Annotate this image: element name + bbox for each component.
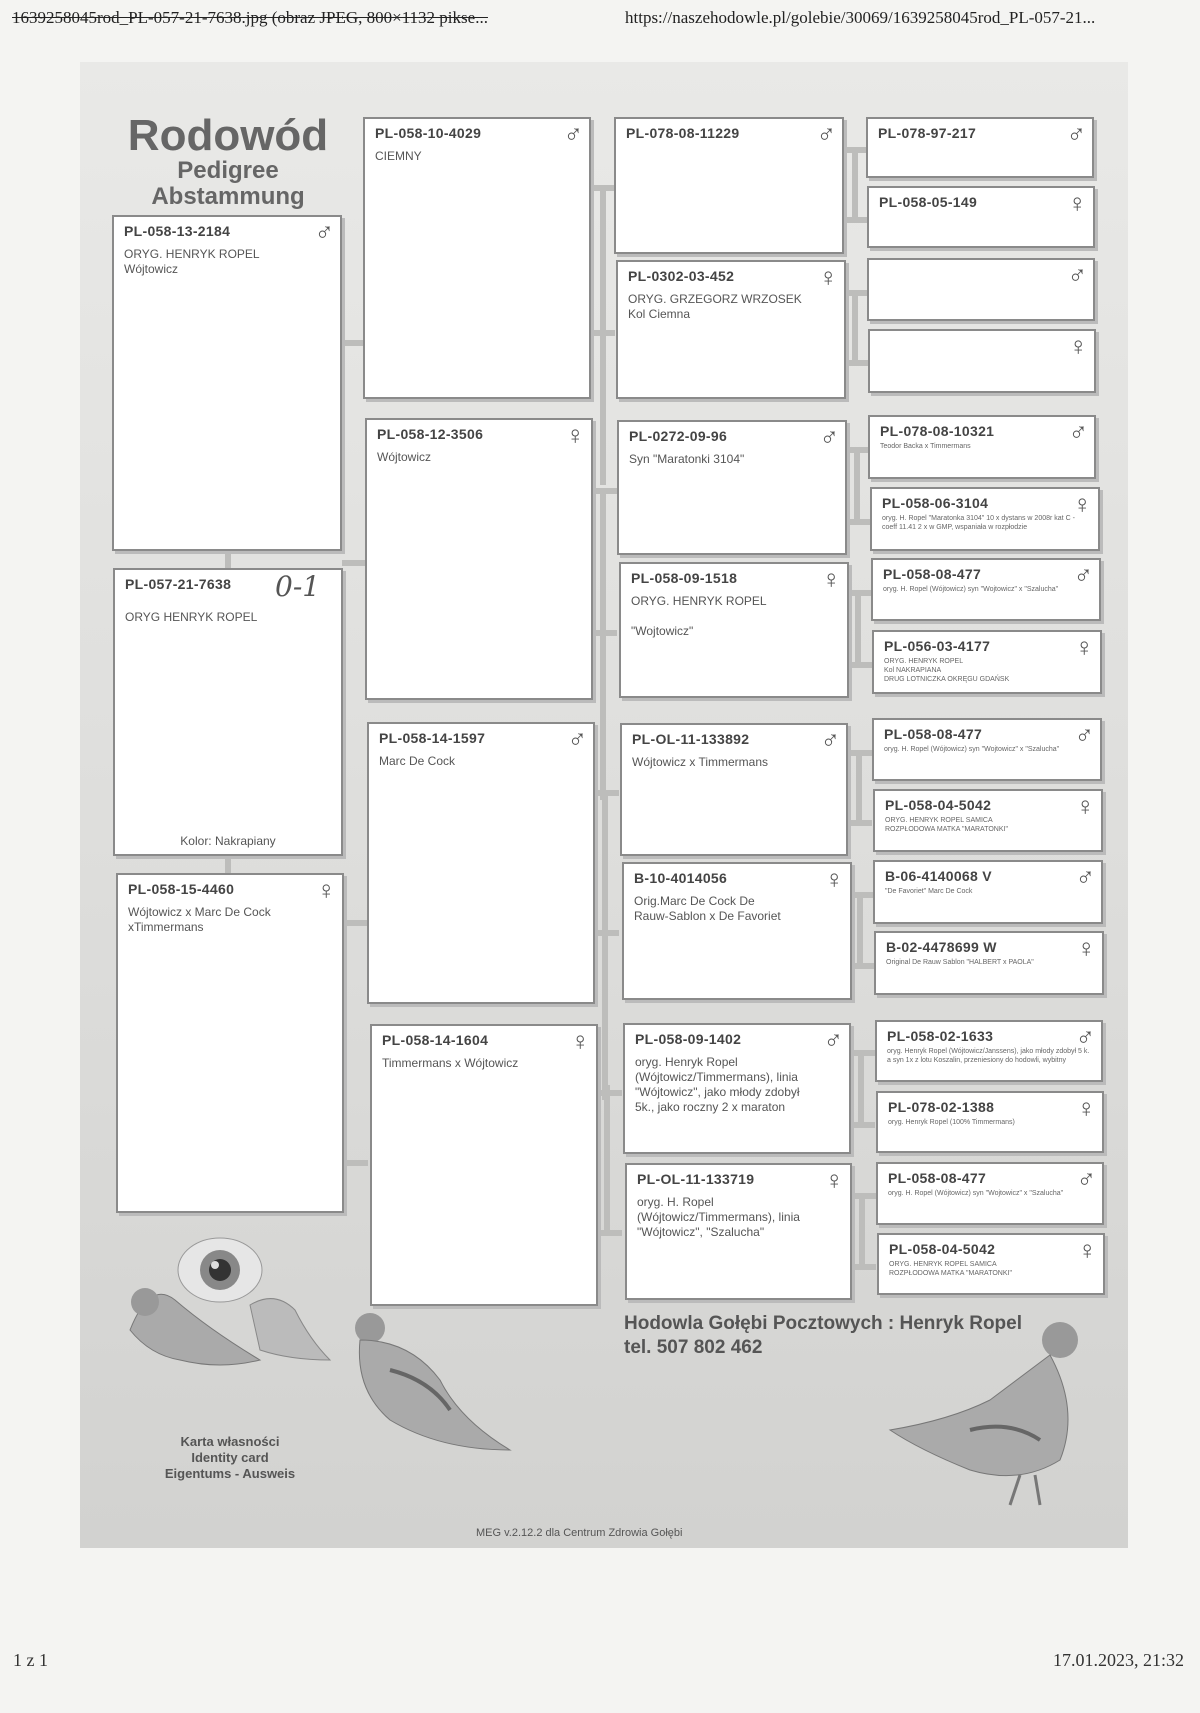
connector-line: [852, 290, 858, 360]
g4-box-5: [868, 415, 1096, 479]
ring-number: PL-058-06-3104: [882, 495, 989, 511]
pigeon-description: oryg. Henryk Ropel (100% Timmermans): [888, 1119, 1015, 1126]
connector-line: [598, 1090, 622, 1096]
g3-box-2: [616, 260, 846, 399]
g3-box-3: [617, 420, 847, 555]
female-icon: ♀: [316, 875, 336, 905]
male-icon: ♂: [1074, 720, 1094, 750]
handwritten-note: 0-1: [275, 570, 321, 603]
ring-number: PL-058-09-1518: [631, 570, 738, 586]
color-label: Kolor: Nakrapiany: [180, 834, 276, 848]
pigeon-description: oryg. H. Ropel (Wójtowicz/Timmermans), linia "Wójtowicz", "Szalucha": [637, 1195, 800, 1239]
ring-number: PL-058-04-5042: [885, 797, 992, 813]
ring-number: PL-OL-11-133719: [637, 1171, 755, 1187]
software-credit: MEG v.2.12.2 dla Centrum Zdrowia Gołębi: [476, 1527, 683, 1539]
female-icon: ♀: [818, 262, 838, 292]
ring-number: B-06-4140068 V: [885, 868, 992, 884]
pigeon-description: Original De Rauw Sablon "HALBERT x PAOLA": [886, 959, 1034, 966]
connector-line: [848, 519, 870, 525]
footer-page: 1 z 1: [13, 1650, 48, 1670]
g3-box-5: [620, 723, 848, 856]
ring-number: PL-OL-11-133892: [632, 731, 750, 747]
pigeon-description: Timmermans x Wójtowicz: [382, 1056, 519, 1070]
ring-number: PL-058-02-1633: [887, 1028, 994, 1044]
connector-line: [844, 217, 868, 223]
ring-number: PL-058-14-1597: [379, 730, 486, 746]
pigeon-illustration-left: [100, 1210, 340, 1410]
connector-line: [342, 560, 366, 566]
pigeon-description: Marc De Cock: [379, 754, 456, 768]
g2-box-3: [367, 722, 595, 1004]
connector-line: [848, 447, 870, 453]
ring-number: PL-058-08-477: [883, 566, 982, 582]
identity-card-en: Identity card: [191, 1450, 269, 1465]
g4-box-7: [871, 558, 1101, 621]
g4-box-1: [866, 117, 1094, 178]
ring-number: B-10-4014056: [634, 870, 728, 886]
connector-line: [850, 662, 872, 668]
ring-number: PL-058-12-3506: [377, 426, 484, 442]
ring-number: B-02-4478699 W: [886, 939, 997, 955]
g4-box-14: [876, 1091, 1104, 1153]
g4-box-2: [867, 186, 1095, 248]
female-icon: ♀: [824, 1165, 844, 1195]
male-icon: ♂: [1073, 560, 1093, 590]
pigeon-description: oryg. Henryk Ropel (Wójtowicz/Janssens), jako młody zdobył 5 k. a syn 1x z lotu Koszalin, przeniesiony do hodowli, wybitny: [887, 1048, 1090, 1064]
ring-number: PL-0272-09-96: [629, 428, 728, 444]
identity-card-pl: Karta własności: [180, 1434, 280, 1449]
breeder-info: [624, 1312, 1022, 1360]
pigeon-description: ORYG. HENRYK ROPEL Wójtowicz: [124, 247, 260, 276]
identity-card-de: Eigentums - Ausweis: [164, 1466, 296, 1481]
connector-line: [852, 1193, 876, 1199]
male-icon: ♂: [1066, 119, 1086, 149]
connector-line: [846, 290, 868, 296]
connector-line: [595, 930, 619, 936]
male-icon: ♂: [1067, 260, 1087, 290]
connector-line: [852, 963, 874, 969]
connector-line: [344, 1160, 368, 1166]
pigeon-description: Wójtowicz x Marc De Cock xTimmermans: [128, 905, 271, 934]
female-icon: ♀: [1067, 188, 1087, 218]
ring-number: PL-058-05-149: [879, 194, 978, 210]
connector-line: [600, 490, 606, 800]
male-icon: ♂: [819, 422, 839, 452]
connector-line: [851, 1122, 875, 1128]
pigeon-description: oryg. H. Ropel "Maratonka 3104" 10 x dystans w 2008r kat C - coeff 11.41 2 x w GMP, wspaniała w rozpłodzie: [882, 515, 1075, 531]
connector-line: [344, 920, 368, 926]
g2-box-1: [363, 117, 591, 399]
female-icon: ♀: [570, 1026, 590, 1056]
g3-box-7: [623, 1023, 851, 1154]
title-rodowod: Rodowód: [127, 111, 329, 160]
pigeon-description: oryg. H. Ropel (Wójtowicz) syn "Wojtowicz" x "Szalucha": [888, 1190, 1064, 1197]
breeder-name: Hodowla Gołębi Pocztowych : Henryk Ropel: [624, 1313, 1022, 1334]
connector-line: [859, 1193, 865, 1265]
pigeon-description: "De Favoriet" Marc De Cock: [885, 888, 973, 895]
female-icon: ♀: [565, 420, 585, 450]
ring-number: PL-058-10-4029: [375, 125, 482, 141]
g4-box-4: [868, 329, 1096, 393]
pigeon-description: oryg. H. Ropel (Wójtowicz) syn "Wojtowicz" x "Szalucha": [884, 746, 1060, 753]
g3-box-1: [614, 117, 844, 254]
connector-line: [851, 1050, 875, 1056]
female-icon: ♀: [1072, 489, 1092, 519]
g2-box-4: [370, 1024, 598, 1306]
ring-number: PL-056-03-4177: [884, 638, 991, 654]
female-icon: ♀: [1077, 1235, 1097, 1265]
pigeon-description: CIEMNY: [375, 149, 422, 163]
ring-number: PL-058-04-5042: [889, 1241, 996, 1257]
connector-line: [595, 790, 619, 796]
ring-number: PL-078-08-11229: [626, 125, 740, 141]
connector-line: [850, 820, 872, 826]
male-icon: ♂: [1075, 862, 1095, 892]
pigeon-description: Orig.Marc De Cock De Rauw-Sablon x De Favoriet: [634, 894, 781, 923]
connector-line: [850, 590, 872, 596]
connector-line: [591, 185, 615, 191]
connector-line: [591, 330, 615, 336]
connector-line: [844, 147, 868, 153]
connector-line: [852, 892, 874, 898]
connector-line: [858, 1050, 864, 1122]
female-icon: ♀: [1074, 632, 1094, 662]
male-icon: ♂: [1068, 417, 1088, 447]
connector-line: [604, 1085, 610, 1235]
male-icon: ♂: [563, 119, 583, 149]
subject-box: [113, 568, 343, 856]
connector-line: [854, 447, 860, 519]
pigeon-illustration-center: [330, 1300, 520, 1460]
g4-box-9: [872, 718, 1102, 781]
pigeon-description: ORYG. HENRYK ROPEL SAMICA ROZPŁODOWA MATKA "MARATONKI": [885, 817, 1008, 833]
female-icon: ♀: [1076, 1093, 1096, 1123]
pigeon-description: ORYG. GRZEGORZ WRZOSEK Kol Ciemna: [628, 292, 802, 321]
g4-box-11: [873, 860, 1103, 924]
male-icon: ♂: [1075, 1022, 1095, 1052]
g2-box-2: [365, 418, 593, 700]
subject-description: ORYG HENRYK ROPEL: [125, 610, 258, 624]
female-icon: ♀: [1075, 791, 1095, 821]
g3-box-4: [619, 562, 849, 698]
breeder-phone: tel. 507 802 462: [624, 1337, 763, 1358]
ring-number: PL-078-97-217: [878, 125, 977, 141]
ring-number: PL-058-14-1604: [382, 1032, 489, 1048]
ring-number: PL-058-08-477: [888, 1170, 987, 1186]
ring-number: PL-058-09-1402: [635, 1031, 742, 1047]
pigeon-description: Wójtowicz: [377, 450, 432, 464]
pigeon-description: Teodor Backa x Timmermans: [880, 443, 971, 450]
connector-line: [846, 360, 868, 366]
pigeon-description: oryg. Henryk Ropel (Wójtowicz/Timmermans), linia "Wójtowicz", jako młody zdobył 5k., jako roczny 2 x maraton: [635, 1055, 800, 1114]
connector-line: [852, 1264, 876, 1270]
male-icon: ♂: [314, 217, 334, 247]
g3-box-8: [625, 1163, 852, 1300]
g4-box-12: [874, 931, 1104, 995]
connector-line: [593, 630, 617, 636]
female-icon: ♀: [1076, 933, 1096, 963]
male-icon: ♂: [567, 724, 587, 754]
ring-number: PL-0302-03-452: [628, 268, 735, 284]
connector-line: [593, 488, 617, 494]
connector-line: [852, 147, 858, 217]
male-icon: ♂: [823, 1025, 843, 1055]
connector-line: [850, 750, 872, 756]
ring-number: PL-078-08-10321: [880, 423, 995, 439]
pigeon-description: ORYG. HENRYK ROPEL SAMICA ROZPŁODOWA MATKA "MARATONKI": [889, 1261, 1012, 1277]
pigeon-description: ORYG. HENRYK ROPEL "Wojtowicz": [631, 594, 767, 638]
subject-ring-number: PL-057-21-7638: [125, 576, 232, 592]
g4-box-6: [870, 487, 1100, 551]
pigeon-description: ORYG. HENRYK ROPEL Kol NAKRAPIANA DRUG LOTNICZKA OKRĘGU GDAŃSK: [884, 658, 1010, 683]
g1-dam-box: [116, 873, 344, 1213]
identity-card-label: [110, 1434, 350, 1482]
female-icon: ♀: [824, 864, 844, 894]
connector-line: [855, 590, 861, 662]
g3-box-6: [622, 862, 852, 1000]
browser-header-title: 1639258045rod_PL-057-21-7638.jpg (obraz JPEG, 800×1132 pikse...: [12, 8, 488, 27]
g4-box-3: [867, 258, 1095, 321]
ring-number: PL-058-15-4460: [128, 881, 235, 897]
connector-line: [856, 750, 862, 822]
g4-box-16: [877, 1233, 1105, 1295]
title-abstammung: Abstammung: [151, 183, 305, 210]
connector-line: [598, 1230, 622, 1236]
male-icon: ♂: [1076, 1164, 1096, 1194]
pigeon-description: Syn "Maratonki 3104": [629, 452, 745, 466]
footer-datetime: 17.01.2023, 21:32: [1053, 1650, 1185, 1670]
ring-number: PL-058-08-477: [884, 726, 983, 742]
male-icon: ♂: [816, 119, 836, 149]
connector-line: [857, 892, 863, 964]
ring-number: PL-058-13-2184: [124, 223, 231, 239]
male-icon: ♂: [820, 725, 840, 755]
g4-box-8: [872, 630, 1102, 694]
pigeon-description: Wójtowicz x Timmermans: [632, 755, 769, 769]
female-icon: ♀: [1068, 331, 1088, 361]
g4-box-15: [876, 1162, 1104, 1225]
pigeon-description: oryg. H. Ropel (Wójtowicz) syn "Wojtowicz" x "Szalucha": [883, 586, 1059, 593]
g4-box-13: [875, 1020, 1103, 1082]
g1-sire-box: [112, 215, 342, 551]
ring-number: PL-078-02-1388: [888, 1099, 995, 1115]
connector-line: [602, 790, 608, 1100]
female-icon: ♀: [821, 564, 841, 594]
g4-box-10: [873, 789, 1103, 852]
browser-header-url: https://naszehodowle.pl/golebie/30069/1639258045rod_PL-057-21...: [625, 8, 1096, 27]
title-pedigree: Pedigree: [177, 157, 279, 184]
